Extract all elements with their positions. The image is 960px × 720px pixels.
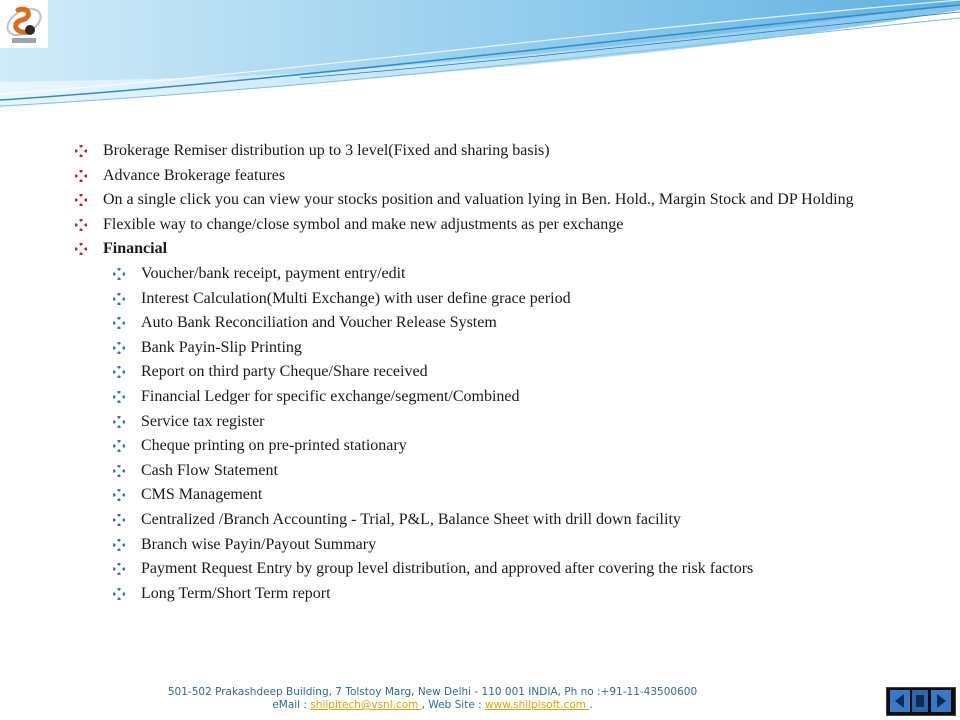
bullet-text: Payment Request Entry by group level distribution, and approved after covering the risk factors (141, 560, 754, 578)
bullet-text: Interest Calculation(Multi Exchange) with user define grace period (141, 289, 571, 307)
footer-end: . (589, 699, 593, 711)
bullet-text: Service tax register (141, 412, 265, 430)
home-slide-icon (912, 690, 928, 712)
bullet-text: Auto Bank Reconciliation and Voucher Release System (141, 314, 497, 332)
email-link[interactable]: shilpitech@vsnl.com (310, 699, 422, 711)
diamond-bullet-icon (113, 366, 125, 378)
diamond-bullet-icon (75, 243, 87, 255)
bullet-item (75, 165, 915, 186)
company-logo (0, 0, 48, 48)
bullet-item (113, 386, 915, 407)
slide-navigation (886, 687, 956, 716)
home-slide-button[interactable] (912, 690, 928, 712)
diamond-bullet-icon (75, 194, 87, 206)
bullet-item (75, 140, 915, 161)
bullet-list (75, 140, 915, 607)
footer-address: 501-502 Prakashdeep Building, 7 Tolstoy Marg, New Delhi - 110 001 INDIA, Ph no :+91-11-43500600 (167, 686, 698, 698)
bullet-text: Financial (103, 240, 168, 258)
bullet-text: Branch wise Payin/Payout Summary (141, 535, 377, 553)
previous-slide-button[interactable] (890, 690, 910, 712)
diamond-bullet-icon (113, 489, 125, 501)
diamond-bullet-icon (113, 465, 125, 477)
email-label: eMail : (272, 699, 311, 711)
footer-contact (0, 686, 865, 712)
bullet-item (75, 238, 915, 259)
diamond-bullet-icon (113, 317, 125, 329)
diamond-bullet-icon (113, 514, 125, 526)
bullet-text: Long Term/Short Term report (141, 584, 331, 602)
bullet-text: On a single click you can view your stocks position and valuation lying in Ben. Hold., Margin Stock and DP Holding (103, 191, 854, 209)
bullet-item (113, 460, 915, 481)
bullet-text: Brokerage Remiser distribution up to 3 level(Fixed and sharing basis) (103, 142, 550, 159)
bullet-text: Cheque printing on pre-printed stationary (141, 437, 407, 455)
bullet-item (113, 312, 915, 333)
bullet-text: Bank Payin-Slip Printing (141, 338, 302, 356)
company-logo-icon (0, 0, 48, 48)
bullet-text: CMS Management (141, 486, 263, 504)
bullet-item (113, 288, 915, 309)
website-link[interactable]: www.shilpisoft.com (485, 699, 590, 711)
footer-links (0, 699, 865, 712)
bullet-item (113, 484, 915, 505)
bullet-item (113, 435, 915, 456)
diamond-bullet-icon (113, 563, 125, 575)
bullet-text: Centralized /Branch Accounting - Trial, P&L, Balance Sheet with drill down facility (141, 510, 681, 528)
bullet-item (113, 411, 915, 432)
bullet-text: Financial Ledger for specific exchange/segment/Combined (141, 387, 520, 405)
diamond-bullet-icon (113, 539, 125, 551)
diamond-bullet-icon (113, 293, 125, 305)
next-slide-icon (931, 690, 951, 712)
diamond-bullet-icon (113, 391, 125, 403)
bullet-text: Voucher/bank receipt, payment entry/edit (141, 264, 406, 282)
diamond-bullet-icon (75, 219, 87, 231)
bullet-text: Flexible way to change/close symbol and make new adjustments as per exchange (103, 215, 624, 233)
bullet-text: Cash Flow Statement (141, 461, 278, 479)
header-swoosh (0, 0, 960, 125)
previous-slide-icon (890, 690, 910, 712)
bullet-item (113, 558, 915, 579)
bullet-item (113, 534, 915, 555)
diamond-bullet-icon (113, 268, 125, 280)
bullet-text: Report on third party Cheque/Share received (141, 363, 428, 381)
bullet-item (113, 361, 915, 382)
diamond-bullet-icon (113, 416, 125, 428)
bullet-item (113, 583, 915, 604)
diamond-bullet-icon (113, 342, 125, 354)
next-slide-button[interactable] (931, 690, 951, 712)
diamond-bullet-icon (113, 588, 125, 600)
bullet-item (75, 189, 915, 210)
bullet-text: Advance Brokerage features (103, 166, 286, 184)
bullet-item (113, 509, 915, 530)
bullet-item (75, 214, 915, 235)
diamond-bullet-icon (113, 440, 125, 452)
bullet-item (113, 263, 915, 284)
diamond-bullet-icon (75, 170, 87, 182)
diamond-bullet-icon (75, 145, 87, 157)
bullet-item (113, 337, 915, 358)
website-label: , Web Site : (421, 699, 486, 711)
